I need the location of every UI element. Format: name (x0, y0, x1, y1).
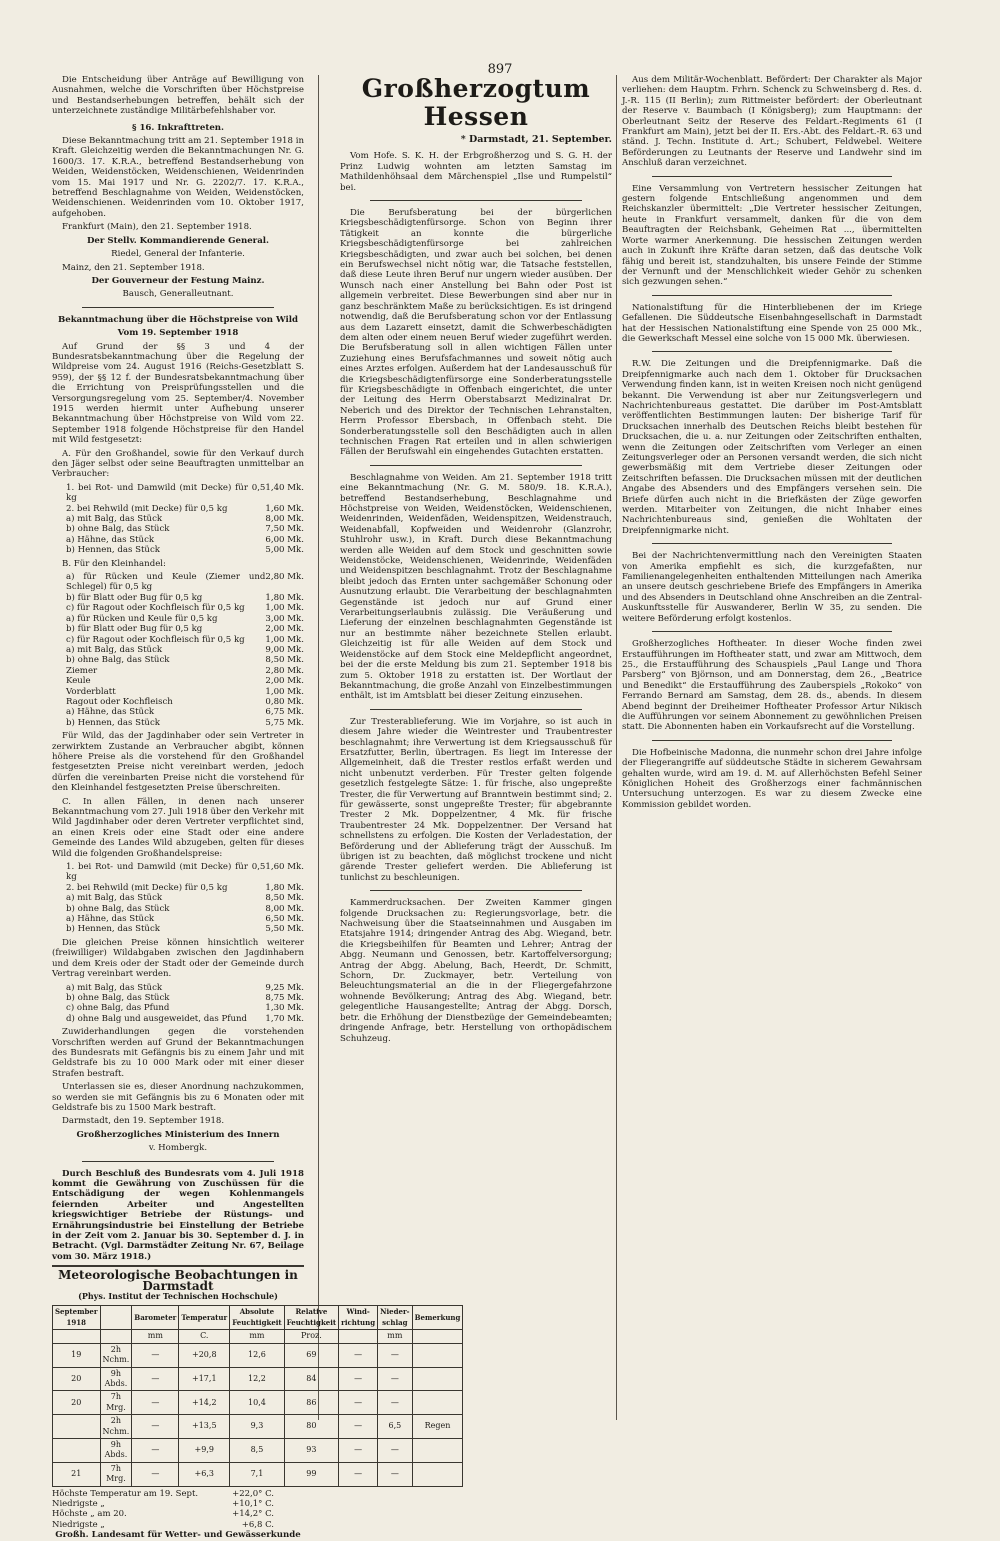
signature-title: Großherzogliches Ministerium des Innern (76, 1129, 280, 1140)
price-item: b) Hennen, das Stück 5,50 Mk. (66, 924, 304, 935)
column-left (52, 75, 461, 1541)
price-item: a) mit Balg, das Stück 9,00 Mk. (66, 644, 304, 655)
divider (652, 351, 892, 352)
divider (370, 200, 582, 201)
price-item: Keule 2,00 Mk. (66, 676, 304, 687)
news-item: Die Hofbeinische Madonna, die nunmehr schon drei Jahre infolge der Fliegerangriffe auf süddeutsche Städte in sicherem Gewahrsam gehalten wurde, wird am 19. d. M. auf Allerhöchsten Befehl Seiner Königlichen Hoheit des Großherzogs einer fachmännischen Untersuchung unterzogen. Es war zu diesem Zwecke eine Kommission gebildet worden. (622, 747, 922, 810)
divider (652, 295, 892, 296)
signature-title: Der Gouverneur der Festung Mainz. (91, 275, 265, 286)
price-list-a (52, 483, 304, 556)
price-item: a) Hähne, das Stück 6,50 Mk. (66, 914, 304, 925)
price-item: 2. bei Rehwild (mit Decke) für 0,5 kg 1,60 Mk. (66, 503, 304, 514)
list-b-heading: B. Für den Kleinhandel: (62, 558, 166, 569)
table-row: 20 7h Mrg. — +14,2 10,4 86 — — (53, 1391, 463, 1415)
price-item: a) Hähne, das Stück 6,00 Mk. (66, 534, 304, 545)
intro-paragraph: Die Entscheidung über Anträge auf Bewilligung von Ausnahmen, welche die Vorschriften über Höchstpreise und Bestandserhebungen betreffen, behält sich der unterzeichnete zuständige Militärbefehlshaber vor. (52, 75, 304, 117)
price-item: b) für Blatt oder Bug für 0,5 kg 2,00 Mk. (66, 624, 304, 635)
section-paragraph: Diese Bekanntmachung tritt am 21. September 1918 in Kraft. Gleichzeitig werden die Bekanntmachungen Nr. G. 1600/3. 17. K.R.A., betreffend Bestandserhebung von Weiden, Weidenstöcken, Weidenschienen, Weidenrinden vom 15. Mai 1917 und Nr. G. 2202/7. 17. K.R.A., betreffend Beschlagnahme von Weiden, Weidenstöcken, Weidenschienen. Weidenrinden vom 10. Oktober 1917, aufgehoben. (52, 136, 304, 219)
divider (82, 307, 274, 308)
wild-paragraph: Zuwiderhandlungen gegen die vorstehenden Vorschriften werden auf Grund der Bekanntmachungen des Bundesrats mit Gefängnis bis zu einem Jahr und mit Geldstrafe bis zu 10 000 Mark oder mit einer dieser Strafen bestraft. (52, 1027, 304, 1079)
price-item: c) für Ragout oder Kochfleisch für 0,5 kg 1,00 Mk. (66, 634, 304, 645)
wild-paragraph: Unterlassen sie es, dieser Anordnung nachzukommen, so werden sie mit Gefängnis bis zu 6 Monaten oder mit Geldstrafe bis zu 1500 Mark bestraft. (52, 1082, 304, 1113)
wild-paragraph: Für Wild, das der Jagdinhaber oder sein Vertreter in zerwirktem Zustande an Verbraucher abgibt, können höhere Preise als die vorstehend für den Großhandel festgesetzten Preise nicht vereinbart werden, jedoch dürfen die vereinbarten Preise nicht die vorstehend für den Kleinhandel festgesetzten Preise überschreiten. (52, 731, 304, 794)
extreme-row: Niedrigste „ +6,8 C. (52, 1519, 274, 1530)
table-row: 20 9h Abds. — +17,1 12,2 84 — — (53, 1367, 463, 1391)
table-units-row: mm C. mm Proz. mm (53, 1330, 463, 1343)
price-list-c (52, 862, 304, 935)
news-item: Bei der Nachrichtenvermittlung nach den Vereinigten Staaten von Amerika empfiehlt es sich, die kurzgefaßten, nur Familienangelegenheiten enthaltenden Mitteilungen nach Amerika an unsere deutsch geschriebene Briefe des Empfängers in Amerika und des Absenders in Deutschland ohne Anschreiben an die Zentral-Auskunftsstelle für Auswanderer, Berlin W 35, zu senden. Die weitere Beförderung erfolgt kostenlos. (622, 551, 922, 624)
extreme-row: Höchste „ am 20. +14,2° C. (52, 1509, 274, 1520)
divider (652, 631, 892, 632)
extreme-row: Höchste Temperatur am 19. Sept. +22,0° C. (52, 1488, 274, 1499)
price-item: 1. bei Rot- und Damwild (mit Decke) für 0,5 kg 1,60 Mk. (66, 862, 304, 883)
weather-subtitle: (Phys. Institut der Technischen Hochschule) (78, 1291, 278, 1302)
column-rule (616, 75, 617, 1420)
price-item: b) ohne Balg, das Stück 8,50 Mk. (66, 655, 304, 666)
price-item: a) für Rücken und Keule für 0,5 kg 3,00 Mk. (66, 613, 304, 624)
table-row: 19 2h Nchm. — +20,8 12,6 69 — — (53, 1343, 463, 1367)
news-item: Kammerdrucksachen. Der Zweiten Kammer gingen folgende Drucksachen zu: Regierungsvorlage, betr. die Nachweisung über die Staatseinnahmen und Ausgaben im Etatsjahre 1914; dringender Antrag des Abg. Wiegand, betr. die Kriegsbeihilfen für Beamten und Lehrer; Antrag der Abgg. Neumann und Genossen, betr. Kartoffelversorgung; Antrag der Abgg. Abelung, Bach, Heerdt, Dr. Schmitt, Schorn, Dr. Zuckmayer, betr. Verteilung von Beleuchtungsmaterial an die in der Fliegergefahrzone wohnende Bevölkerung; Antrag des Abg. Wiegand, betr. gelegentliche Hausangestellte; Antrag der Abgg. Dorsch, betr. die Erhöhung der Dienstbezüge der Gemeindebeamten; dringende Anfrage, betr. Herstellung von orthopädischem Schuhzeug. (340, 898, 612, 1044)
news-item: Die Berufsberatung bei der bürgerlichen Kriegsbeschädigtenfürsorge. Schon von Beginn ihrer Tätigkeit an konnte die bürgerliche Kriegsbeschädigtenfürsorge bei zahlreichen Kriegsbeschädigten, und zwar auch bei solchen, bei denen ein Berufswechsel nicht nötig war, die Tatsache feststellen, daß diese Leute ihren Beruf nur ungern wieder ausüben. Der Wunsch nach einer Anstellung bei Bahn oder Post ist allgemein verbreitet. Diese Bewerbungen sind aber nur in ganz beschränktem Maße zu berücksichtigen. Es ist dringend notwendig, daß die Berufsberatung schon vor der Entlassung aus dem Lazarett einsetzt, damit die Schwerbeschädigten dem alten oder einem neuen Beruf wieder zugeführt werden. Die Berufsberatung soll in allen wichtigen Fällen unter Zuziehung eines Berufsfachmannes und soweit nötig auch eines Arztes erfolgen. Außerdem hat der Landesausschuß für die Kriegsbeschädigtenfürsorge eine Sonderberatungsstelle für Kriegsbeschädigte in Offenbach eingerichtet, die unter der Leitung des Herrn Oberstabsarzt Medizinalrat Dr. Neberich und des Direktor der Technischen Lehranstalten, Herrn Professor Ebersbach, in Offenbach steht. Die Sonderberatungsstelle soll den Beschädigten auch in allen technischen Fragen Rat erteilen und in allen schwierigen Fällen der Berufswahl ein eingehendes Gutachten erstatten. (340, 208, 612, 458)
news-item: Großherzogliches Hoftheater. In dieser Woche finden zwei Erstaufführungen im Hoftheater statt, und zwar am Mittwoch, dem 25., die Erstaufführung des Schauspiels „Paul Lange und Thora Parsberg“ von Björnson, und am Donnerstag, dem 26., „Beatrice und Benedikt“ die Erstaufführung des Zauberspiels „Rokoko“ von Ferrando Bernard am Samstag, dem 28. ds., abends. In diesem Abend beginnt der Dreiheimer Hoftheater Professor Artur Nikisch die Aufführungen vor seinem Abonnement zu gewöhnlichen Preisen statt. Die Abonnenten haben ein Vorkaufsrecht auf die Vorstellung. (622, 639, 922, 733)
weather-title: Meteorologische Beobachtungen in Darmstadt (52, 1265, 304, 1291)
table-header-row: September 1918 Barometer Temperatur Absolute Feuchtigkeit Relative Feuchtigkeit Wind-richtung Nieder-schlag Bemerkung (53, 1306, 463, 1330)
price-item: b) für Blatt oder Bug für 0,5 kg 1,80 Mk. (66, 592, 304, 603)
column-middle (340, 75, 612, 1420)
column-right (622, 75, 922, 1420)
section-heading: § 16. Inkrafttreten. (131, 122, 225, 133)
table-row: 2h Nchm. — +13,5 9,3 80 — 6,5 Regen (53, 1415, 463, 1439)
signature-name: v. Hombergk. (148, 1143, 208, 1154)
wild-heading: Bekanntmachung über die Höchstpreise von Wild (57, 314, 299, 325)
wild-paragraph: C. In allen Fällen, in denen nach unserer Bekanntmachung vom 27. Juli 1918 über den Verkehr mit Wild Jagdinhaber oder deren Vertreter verpflichtet sind, an einen Kreis oder eine Stadt oder eine andere Gemeinde des Landes Wild abzugeben, gelten für dieses Wild die folgenden Großhandelspreise: (52, 796, 304, 859)
table-row: 9h Abds. — +9,9 8,5 93 — — (53, 1438, 463, 1462)
price-item: a) mit Balg, das Stück 8,00 Mk. (66, 514, 304, 525)
signature-place: Mainz, den 21. September 1918. (62, 262, 205, 273)
divider (652, 543, 892, 544)
price-item: Ziemer 2,80 Mk. (66, 665, 304, 676)
news-item: Beschlagnahme von Weiden. Am 21. September 1918 tritt eine Bekanntmachung (Nr. G. M. 580/9. 18. K.R.A.), betreffend Bestandserhebung, Beschlagnahme und Höchstpreise von Weiden, Weidenstöcken, Weidenschienen, Weidenrinden, Weidenfäden, Weidenspitzen, Weidenstrauch, Weidenabfall, Kopfweiden und Weidenrohr (Glanzrohr, Stuhlrohr usw.), in Kraft. Durch diese Bekanntmachung werden alle Weiden auf dem Stock und geschnitten sowie Weidenstöcke, Weidenschienen, Weidenrinde, Weidenfäden und Weidenspitzen beschlagnahmt. Trotz der Beschlagnahme bleibt jedoch das Ernten unter sachgemäßer Schonung oder Ausnutzung erlaubt. Die Verarbeitung der beschlagnahmten Gegenstände ist jedoch nur auf Grund einer Verarbeitungserlaubnis zulässig. Die Veräußerung und Lieferung der einzelnen beschlagnahmten Gegenstände ist nur an bestimmte näher bezeichnete Stellen erlaubt. Gleichzeitig ist für alle Weiden auf dem Stock und Weidenstöcke auf dem Stock eine Meldepflicht angeordnet, bei der die erste Meldung bis zum 21. September 1918 bis zum 5. Oktober 1918 zu erstatten ist. Der Wortlaut der Bekanntmachung, die große Anzahl von Einzelbestimmungen enthält, ist im Amtsblatt bei dieser Zeitung einzusehen. (340, 472, 612, 702)
price-item: a) mit Balg, das Stück 8,50 Mk. (66, 893, 304, 904)
price-item: a) Hähne, das Stück 6,75 Mk. (66, 707, 304, 718)
wild-date: Vom 19. September 1918 (117, 328, 239, 339)
bold-notice: Durch Beschluß des Bundesrats vom 4. Juli 1918 kommt die Gewährung von Zuschüssen für die Entschädigung der wegen Kohlenmangels feiernden Arbeiter und Angestellten kriegswichtiger Betriebe der Rüstungs- und Ernährungsindustrie bei Einstellung der Betriebe in der Zeit vom 2. Januar bis 30. September d. J. in Betracht. (Vgl. Darmstädter Zeitung Nr. 67, Beilage vom 30. März 1918.) (52, 1168, 304, 1262)
price-item: Vorderblatt 1,00 Mk. (66, 686, 304, 697)
price-item: b) ohne Balg, das Stück 8,00 Mk. (66, 903, 304, 914)
news-item: Eine Versammlung von Vertretern hessischer Zeitungen hat gestern folgende Entschließung angenommen und dem Reichskanzler übermittelt: „Die Vertreter hessischer Zeitungen, heute in Frankfurt versammelt, danken für die von dem Beauftragten der Reichsbank, Geheimen Rat ..., übermittelten Worte warmer Anerkennung. Die hessischen Zeitungen werden auch in Zukunft ihre Kräfte daran setzen, daß das deutsche Volk fähig und bereit ist, standzuhalten, bis unsere Feinde der Stimme der Vernunft und der Menschlichkeit wieder Gehör zu schenken sich gezwungen sehen.“ (622, 183, 922, 288)
price-item: d) ohne Balg und ausgeweidet, das Pfund 1,70 Mk. (66, 1013, 304, 1024)
price-item: 1. bei Rot- und Damwild (mit Decke) für 0,5 kg 1,40 Mk. (66, 482, 304, 504)
list-a-heading: A. Für den Großhandel, sowie für den Verkauf durch den Jäger selbst oder seine Beauftragten unmittelbar an Verbraucher: (52, 448, 304, 480)
price-item: a) mit Balg, das Stück 9,25 Mk. (66, 982, 304, 993)
divider (370, 890, 582, 891)
section-masthead: Großherzogtum Hessen (361, 74, 591, 131)
signature-name: Bausch, Generalleutnant. (122, 289, 234, 300)
signature-place: Darmstadt, den 19. September 1918. (62, 1116, 225, 1127)
dateline: * Darmstadt, 21. September. (460, 134, 612, 145)
wild-intro: Auf Grund der §§ 3 und 4 der Bundesratsbekanntmachung über die Regelung der Wildpreise vom 24. August 1916 (Reichs-Gesetzblatt S. 959), der §§ 12 f. der Bundesratsbekanntmachung über die Errichtung von Preisprüfungsstellen und die Versorgungsregelung vom 25. September/4. November 1915 werden hiermit unter Aufhebung unserer Bekanntmachung über Höchstpreise von Wild vom 22. September 1918 folgende Höchstpreise für den Handel mit Wild festgesetzt: (52, 341, 304, 446)
extreme-row: Niedrigste „ +10,1° C. (52, 1498, 274, 1509)
signature-name: Riedel, General der Infanterie. (111, 249, 245, 260)
divider (370, 465, 582, 466)
price-item: c) für Ragout oder Kochfleisch für 0,5 kg 1,00 Mk. (66, 603, 304, 614)
price-item: b) ohne Balg, das Stück 7,50 Mk. (66, 524, 304, 535)
divider (652, 176, 892, 177)
page-number: 897 (487, 62, 513, 77)
news-item: R.W. Die Zeitungen und die Dreipfennigmarke. Daß die Dreipfennigmarke auch nach dem 1. Oktober für Drucksachen Verwendung finden kann, ist in weiten Kreisen noch nicht genügend bekannt. Die Verwendung ist aber nur Zeitungsverlegern und Nachrichtenbureaus gestattet. Die darüber im Post-Amtsblatt veröffentlichten Bestimmungen lauten: Der bisherige Tarif für Drucksachen innerhalb des Deutschen Reichs bleibt bestehen für Drucksachen, die u. a. nur Zeitungen oder Zeitschriften enthalten, wenn die Zeitungen oder Zeitschriften vom Verleger an einen Zeitungsverleger oder an Personen versandt werden, die sich nicht gewerbsmäßig mit dem Vertriebe dieser Zeitungen oder Zeitschriften befassen. Die Drucksachen müssen mit der deutlichen Angabe des Absenders und des Empfängers versehen sein. Die Briefe dürfen auch nicht in die Briefkästen der Züge geworfen werden. Mitarbeiter von Zeitungen, die nicht Inhaber eines Nachrichtenbureaus sind, genießen die Wohltaten der Dreipfennigmarke nicht. (622, 359, 922, 536)
divider (652, 740, 892, 741)
price-item: b) Hennen, das Stück 5,00 Mk. (66, 545, 304, 556)
signature-place: Frankfurt (Main), den 21. September 1918. (62, 222, 252, 233)
table-row: 21 7h Mrg. — +6,3 7,1 99 — — (53, 1462, 463, 1486)
weather-footer: Großh. Landesamt für Wetter- und Gewässerkunde (55, 1530, 301, 1541)
price-item: c) ohne Balg, das Pfund 1,30 Mk. (66, 1003, 304, 1014)
news-item: Nationalstiftung für die Hinterbliebenen der im Kriege Gefallenen. Die Süddeutsche Eisenbahngesellschaft in Darmstadt hat der Hessischen Nationalstiftung eine Spende von 25 000 Mk., die Gewerkschaft Messel eine solche von 15 000 Mk. überwiesen. (622, 302, 922, 344)
news-item: Zur Tresterablieferung. Wie im Vorjahre, so ist auch in diesem Jahre wieder die Weintrester und Traubentrester beschlagnahmt; ihre Verwertung ist dem Kriegsausschuß für Ersatzfutter, Berlin, übertragen. Es liegt im Interesse der Allgemeinheit, daß die Trester restlos erfaßt werden und nicht unbenutzt verderben. Für Trester gelten folgende gesetzlich festgelegte Sätze: 1. für frische, also ungepreßte Trester, die für Verwertung auf Branntwein bestimmt sind; 2. für gewässerte, sonst ungepreßte Trester; für abgebrannte Trester 2 Mk. Doppelzentner, 4 Mk. für frische Traubentrester 24 Mk. Doppelzentner. Der Versand hat schnellstens zu erfolgen. Die Kosten der Verladestation, der Beförderung und der Ablieferung trägt der Ausschuß. Im übrigen ist zu beachten, daß möglichst trockene und nicht gärende Trester geliefert werden. Die Ablieferung ist tunlichst zu beschleunigen. (340, 716, 612, 883)
price-list-b (52, 572, 304, 728)
divider (370, 709, 582, 710)
divider (82, 1161, 274, 1162)
column-rule (318, 75, 319, 1420)
price-item: 2. bei Rehwild (mit Decke) für 0,5 kg 1,80 Mk. (66, 882, 304, 893)
news-item: Aus dem Militär-Wochenblatt. Befördert: Der Charakter als Major verliehen: dem Hauptm. Frhrn. Schenck zu Schweinsberg d. Res. d. J.-R. 115 (II Berlin); zum Rittmeister befördert: der Oberleutnant der Reserve v. Baumbach (I Königsberg); zum Hauptmann: der Oberleutnant Seitz der Reserve des Feldart.-Regiments 61 (I Frankfurt am Main), jetzt bei der II. Ers.-Abt. des Feldart.-R. 63 und ständ. J. Techn. Institute d. Art.; Schubert, Feldwebel. Weitere Beförderungen zu Leutnants der Reserve und Landwehr sind im Anschluß daran verzeichnet. (622, 75, 922, 169)
weather-extremes (52, 1489, 304, 1531)
price-item: b) Hennen, das Stück 5,75 Mk. (66, 717, 304, 728)
price-item: b) ohne Balg, das Stück 8,75 Mk. (66, 992, 304, 1003)
wild-paragraph: Die gleichen Preise können hinsichtlich weiterer (freiwilliger) Wildabgaben zwischen den Jagdinhabern und dem Kreis oder der Stadt oder der Gemeinde durch Vertrag vereinbart werden. (52, 937, 304, 980)
signature-title: Der Stellv. Kommandierende General. (86, 235, 270, 246)
price-item: a) für Rücken und Keule (Ziemer und Schlegel) für 0,5 kg 2,80 Mk. (66, 572, 304, 593)
price-item: Ragout oder Kochfleisch 0,80 Mk. (66, 696, 304, 707)
weather-box (52, 1265, 461, 1541)
news-item: Vom Hofe. S. K. H. der Erbgroßherzog und S. G. H. der Prinz Ludwig wohnten am letzten Samstag im Mathildenhöhsaal dem Märchenspiel „Ilse und Rumpelstil“ bei. (340, 151, 612, 193)
price-list-d (52, 983, 304, 1025)
